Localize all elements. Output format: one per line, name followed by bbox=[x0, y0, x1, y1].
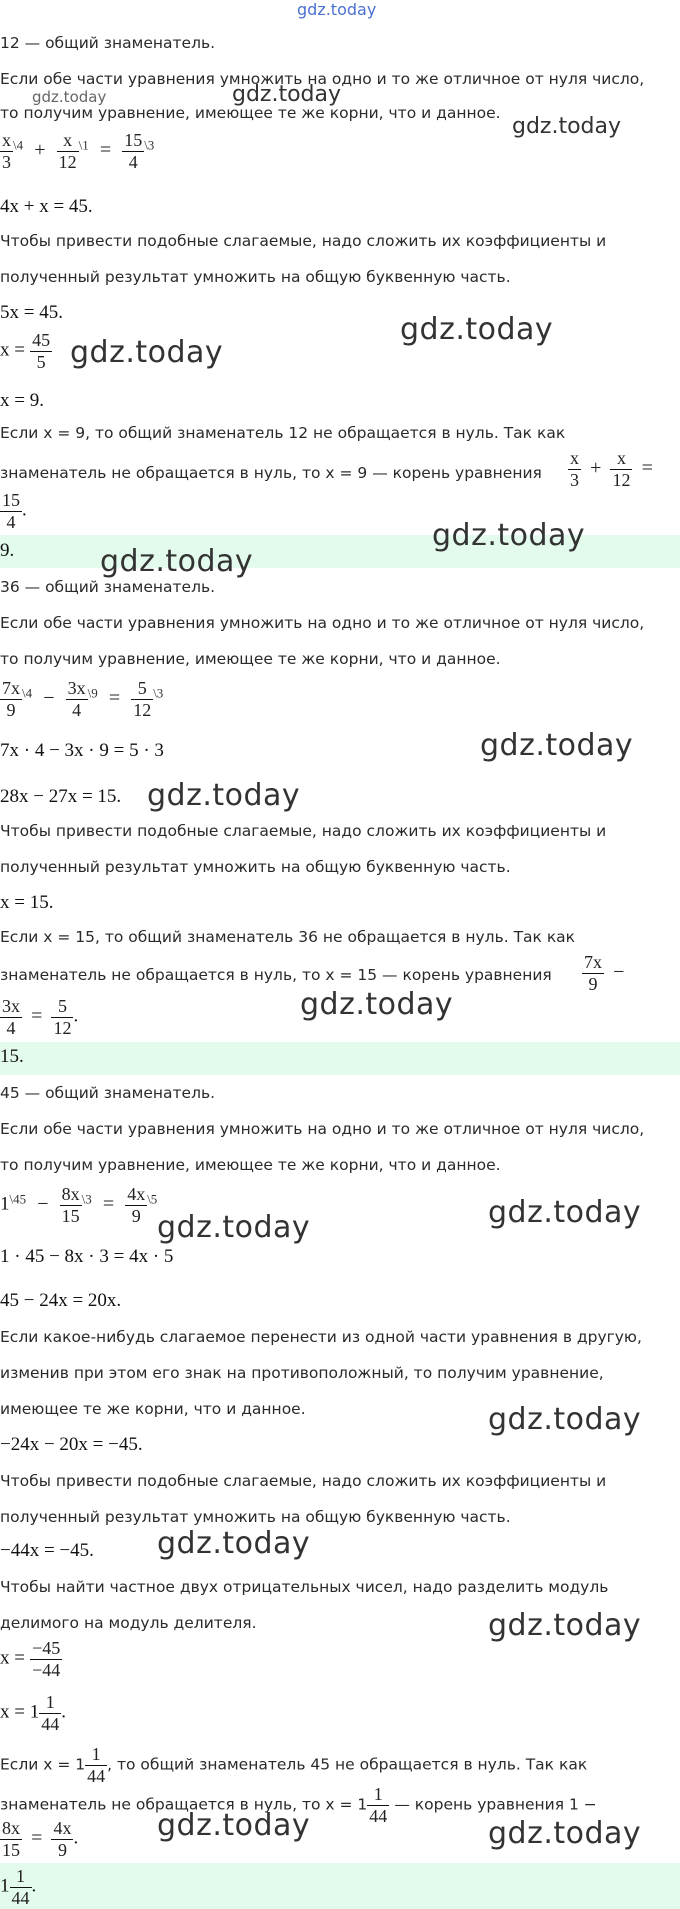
solution-line: 28x − 27x = 15. bbox=[0, 786, 122, 807]
fraction: $\frac{3x}{4}$ bbox=[2, 996, 20, 1038]
watermark: gdz.today bbox=[432, 518, 586, 553]
solution-line: Чтобы найти частное двух отрицательных чисел, надо разделить модуль bbox=[0, 1578, 609, 1596]
solution-line: Чтобы привести подобные слагаемые, надо сложить их коэффициенты и bbox=[0, 1472, 607, 1490]
equation: x = $\frac{-45}{-44}$ bbox=[0, 1638, 61, 1680]
solution-line: Если обе части уравнения умножить на одно и то же отличное от нуля число, bbox=[0, 1120, 645, 1138]
solution-line: −44x = −45. bbox=[0, 1540, 94, 1561]
solution-line: Если какое-нибудь слагаемое перенести из одной части уравнения в другую, bbox=[0, 1328, 642, 1346]
fraction: $\frac{1}{44}$ bbox=[369, 1784, 388, 1826]
solution-line: 45 − 24x = 20x. bbox=[0, 1290, 122, 1311]
equation: x = $\frac{45}{5}$ bbox=[0, 330, 51, 372]
solution-line: x = 15. bbox=[0, 892, 54, 913]
fraction: $\frac{x}{12}$ bbox=[58, 130, 77, 172]
watermark: gdz.today bbox=[32, 88, 107, 106]
solution-line: 1 · 45 − 8x · 3 = 4x · 5 bbox=[0, 1246, 174, 1267]
fraction: $\frac{x}{12}$ bbox=[612, 448, 631, 490]
fraction: $\frac{5}{12}$ bbox=[53, 996, 72, 1038]
watermark: gdz.today bbox=[147, 778, 301, 813]
fraction: $\frac{8x}{15}$ bbox=[2, 1818, 20, 1860]
equation: $\frac{7x}{9}$ $^{\backslash 4}$ − $\frac{3x}{4}$ $^{\backslash 9}$ = $\frac{5}{12}$ $^{\backslash 3}$ bbox=[2, 678, 164, 720]
fraction: $\frac{x}{3}$ bbox=[570, 448, 579, 490]
solution-line: знаменатель не обращается в нуль, то x = 15 — корень уравнения bbox=[0, 966, 552, 984]
fraction: $\frac{x}{3}$ bbox=[2, 130, 11, 172]
fraction: $\frac{45}{5}$ bbox=[32, 330, 51, 372]
watermark: gdz.today bbox=[157, 1526, 311, 1561]
equation: $\frac{8x}{15}$ = $\frac{4x}{9}$ . bbox=[2, 1818, 79, 1860]
solution-line: 4x + x = 45. bbox=[0, 196, 93, 217]
watermark: gdz.today bbox=[488, 1816, 642, 1851]
equation: $\frac{3x}{4}$ = $\frac{5}{12}$ . bbox=[2, 996, 79, 1038]
solution-line: то получим уравнение, имеющее те же корни, что и данное. bbox=[0, 650, 501, 668]
answer: 9. bbox=[0, 540, 15, 561]
fraction: $\frac{1}{44}$ bbox=[11, 1866, 30, 1908]
fraction: $\frac{4x}{9}$ bbox=[127, 1184, 146, 1226]
answer-band bbox=[0, 1042, 680, 1075]
fraction: $\frac{7x}{9}$ bbox=[2, 678, 20, 720]
solution-line: то получим уравнение, имеющее те же корни, что и данное. bbox=[0, 1156, 501, 1174]
watermark: gdz.today bbox=[480, 728, 634, 763]
solution-line: изменив при этом его знак на противоположный, то получим уравнение, bbox=[0, 1364, 604, 1382]
equation: $\frac{15}{4}$ . bbox=[2, 490, 27, 532]
solution-line: Если обе части уравнения умножить на одно и то же отличное от нуля число, bbox=[0, 614, 645, 632]
fraction: $\frac{8x}{15}$ bbox=[61, 1184, 80, 1226]
answer: 1 $\frac{1}{44}$ . bbox=[0, 1866, 37, 1908]
watermark: gdz.today bbox=[400, 312, 554, 347]
fraction: $\frac{4x}{9}$ bbox=[53, 1818, 72, 1860]
solution-line: 5x = 45. bbox=[0, 302, 63, 323]
solution-line: Если x = 9, то общий знаменатель 12 не обращается в нуль. Так как bbox=[0, 424, 566, 442]
solution-line: полученный результат умножить на общую буквенную часть. bbox=[0, 268, 511, 286]
watermark: gdz.today bbox=[70, 335, 224, 370]
solution-line: −24x − 20x = −45. bbox=[0, 1434, 143, 1455]
watermark: gdz.today bbox=[100, 544, 254, 579]
equation: $\frac{x}{3}$ $^{\backslash 4}$ + $\frac{x}{12}$ $^{\backslash 1}$ = $\frac{15}{4}$ $^{\backslash 3}$ bbox=[2, 130, 155, 172]
solution-line: Чтобы привести подобные слагаемые, надо сложить их коэффициенты и bbox=[0, 232, 607, 250]
solution-line: Если обе части уравнения умножить на одно и то же отличное от нуля число, bbox=[0, 70, 645, 88]
watermark: gdz.today bbox=[512, 114, 622, 139]
answer-band bbox=[0, 1863, 680, 1909]
equation: x = 1 $\frac{1}{44}$ . bbox=[0, 1692, 66, 1734]
solution-line: 45 — общий знаменатель. bbox=[0, 1084, 216, 1102]
solution-line: Если x = 15, то общий знаменатель 36 не обращается в нуль. Так как bbox=[0, 928, 576, 946]
fraction: $\frac{15}{4}$ bbox=[124, 130, 143, 172]
fraction: $\frac{3x}{4}$ bbox=[67, 678, 86, 720]
fraction: $\frac{15}{4}$ bbox=[2, 490, 20, 532]
answer: 15. bbox=[0, 1046, 24, 1067]
watermark: gdz.today bbox=[488, 1195, 642, 1230]
solution-line: Чтобы привести подобные слагаемые, надо сложить их коэффициенты и bbox=[0, 822, 607, 840]
solution-line: 7x · 4 − 3x · 9 = 5 · 3 bbox=[0, 740, 164, 761]
solution-line: знаменатель не обращается в нуль, то x = 9 — корень уравнения bbox=[0, 464, 542, 482]
watermark: gdz.today bbox=[297, 0, 377, 19]
watermark: gdz.today bbox=[488, 1402, 642, 1437]
watermark: gdz.today bbox=[488, 1608, 642, 1643]
fraction: $\frac{1}{44}$ bbox=[41, 1692, 60, 1734]
solution-line: Если x = 1 $\frac{1}{44}$ , то общий знаменатель 45 не обращается в нуль. Так как bbox=[0, 1744, 588, 1786]
fraction: $\frac{5}{12}$ bbox=[133, 678, 152, 720]
solution-line: 36 — общий знаменатель. bbox=[0, 578, 216, 596]
watermark: gdz.today bbox=[232, 82, 342, 107]
watermark: gdz.today bbox=[157, 1210, 311, 1245]
fraction: $\frac{7x}{9}$ bbox=[584, 952, 602, 994]
fraction: $\frac{1}{44}$ bbox=[87, 1744, 106, 1786]
solution-line: то получим уравнение, имеющее те же корни, что и данное. bbox=[0, 104, 501, 122]
equation: $1^{\backslash 45}$ − $\frac{8x}{15}$ $^{\backslash 3}$ = $\frac{4x}{9}$ $^{\backslash 5}$ bbox=[0, 1184, 158, 1226]
solution-line: имеющее те же корни, что и данное. bbox=[0, 1400, 306, 1418]
solution-line: полученный результат умножить на общую буквенную часть. bbox=[0, 858, 511, 876]
equation: $\frac{7x}{9}$ − bbox=[584, 952, 625, 994]
solution-line: полученный результат умножить на общую буквенную часть. bbox=[0, 1508, 511, 1526]
solution-line: x = 9. bbox=[0, 390, 44, 411]
watermark: gdz.today bbox=[157, 1808, 311, 1843]
solution-line: знаменатель не обращается в нуль, то x = 1 $\frac{1}{44}$ — корень уравнения 1 − bbox=[0, 1784, 597, 1826]
watermark: gdz.today bbox=[300, 987, 454, 1022]
equation: $\frac{x}{3}$ + $\frac{x}{12}$ = bbox=[570, 448, 653, 490]
solution-line: делимого на модуль делителя. bbox=[0, 1614, 257, 1632]
fraction: $\frac{-45}{-44}$ bbox=[32, 1638, 61, 1680]
solution-line: 12 — общий знаменатель. bbox=[0, 34, 216, 52]
